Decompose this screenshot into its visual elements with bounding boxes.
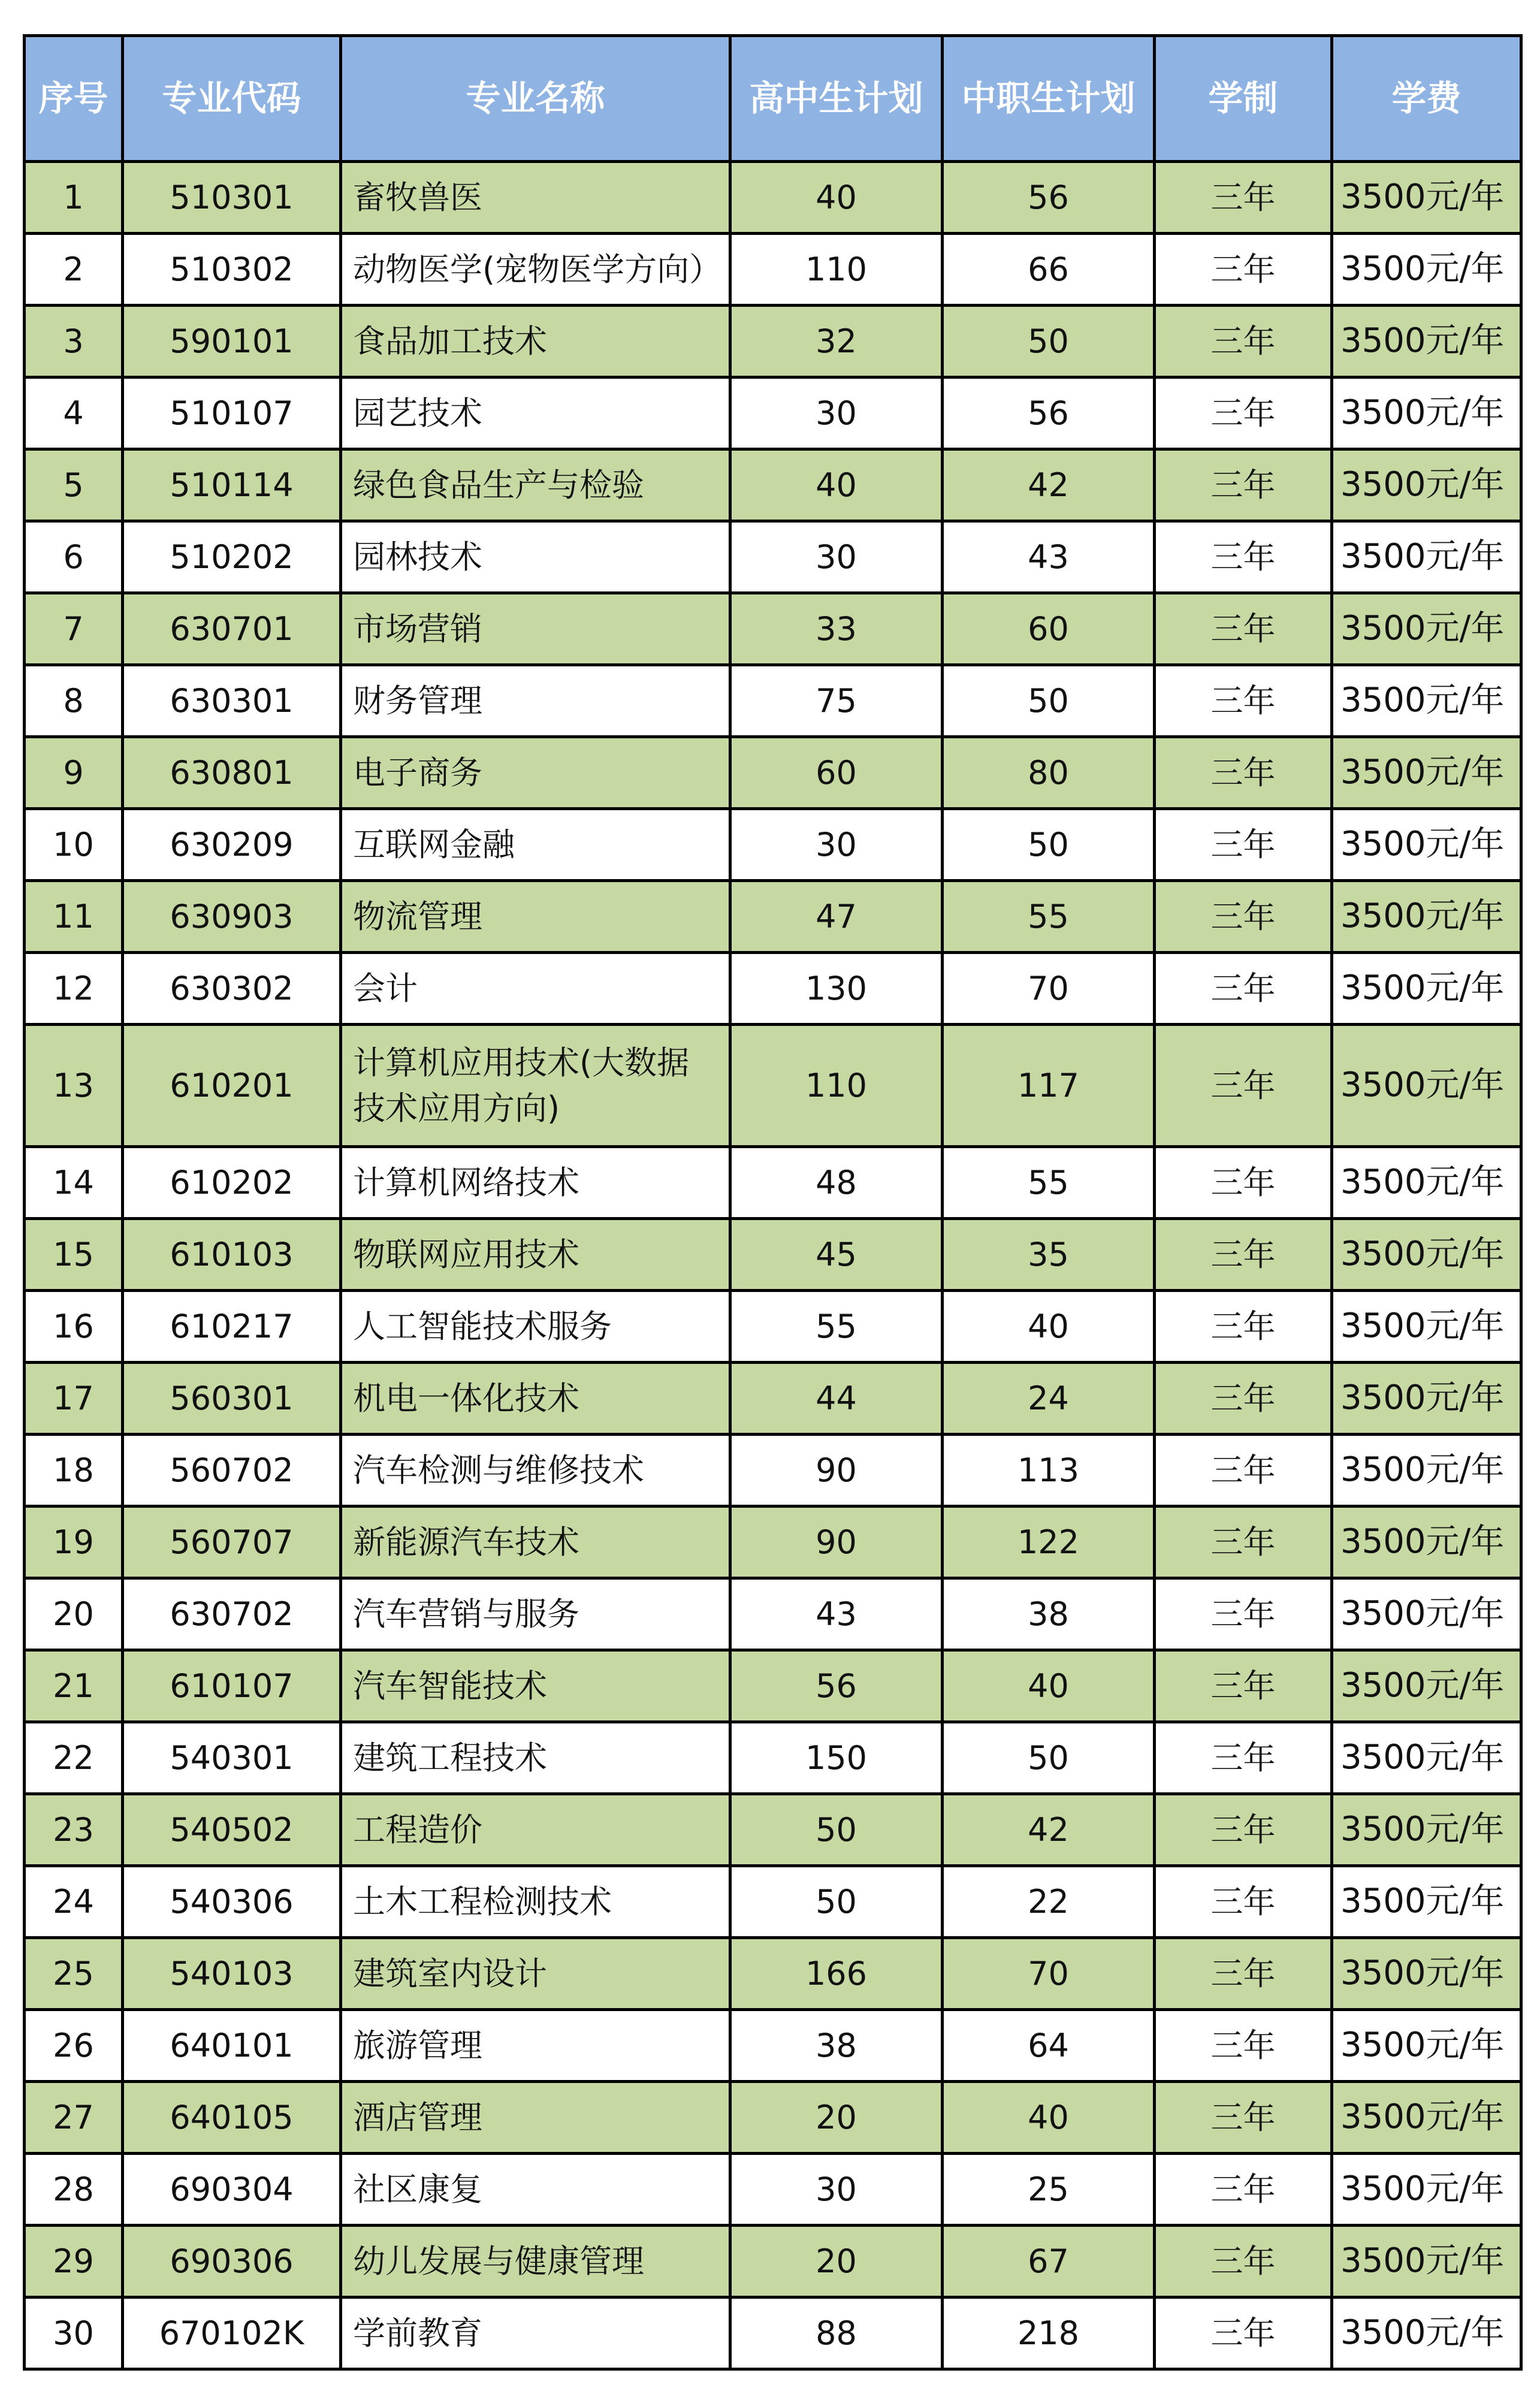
tuition-cell: 3500元/年	[1332, 953, 1521, 1025]
table-row	[25, 234, 1521, 306]
table-row	[25, 1650, 1521, 1722]
tuition-cell: 3500元/年	[1332, 306, 1521, 378]
table-row	[25, 1025, 1521, 1147]
highschool-plan-cell: 90	[730, 1507, 943, 1578]
highschool-plan-cell: 55	[730, 1291, 943, 1363]
header-tuition: 学费	[1332, 36, 1521, 162]
highschool-plan-cell: 60	[730, 737, 943, 809]
serial-no-cell: 20	[25, 1578, 123, 1650]
tuition-cell: 3500元/年	[1332, 2226, 1521, 2298]
highschool-plan-cell: 166	[730, 1938, 943, 2010]
duration-cell: 三年	[1155, 1938, 1332, 2010]
highschool-plan-cell: 50	[730, 1794, 943, 1866]
duration-cell: 三年	[1155, 1025, 1332, 1147]
serial-no-cell: 11	[25, 881, 123, 953]
major-code-cell: 630302	[123, 953, 341, 1025]
tuition-cell: 3500元/年	[1332, 1025, 1521, 1147]
highschool-plan-cell: 110	[730, 234, 943, 306]
serial-no-cell: 17	[25, 1363, 123, 1435]
duration-cell: 三年	[1155, 953, 1332, 1025]
major-code-cell: 630903	[123, 881, 341, 953]
highschool-plan-cell: 75	[730, 665, 943, 737]
major-code-cell: 610217	[123, 1291, 341, 1363]
highschool-plan-cell: 32	[730, 306, 943, 378]
major-code-cell: 640101	[123, 2010, 341, 2082]
table-row	[25, 162, 1521, 234]
header-highschool-plan: 高中生计划	[730, 36, 943, 162]
vocational-plan-cell: 40	[943, 2082, 1155, 2154]
major-name-cell: 食品加工技术	[341, 306, 730, 378]
highschool-plan-cell: 30	[730, 809, 943, 881]
table-row	[25, 1794, 1521, 1866]
vocational-plan-cell: 60	[943, 593, 1155, 665]
serial-no-cell: 5	[25, 449, 123, 521]
table-row	[25, 665, 1521, 737]
table-row	[25, 2226, 1521, 2298]
duration-cell: 三年	[1155, 1435, 1332, 1507]
vocational-plan-cell: 70	[943, 1938, 1155, 2010]
serial-no-cell: 16	[25, 1291, 123, 1363]
serial-no-cell: 4	[25, 378, 123, 449]
tuition-cell: 3500元/年	[1332, 665, 1521, 737]
vocational-plan-cell: 117	[943, 1025, 1155, 1147]
tuition-cell: 3500元/年	[1332, 162, 1521, 234]
highschool-plan-cell: 150	[730, 1722, 943, 1794]
table-row	[25, 1219, 1521, 1291]
vocational-plan-cell: 67	[943, 2226, 1155, 2298]
serial-no-cell: 22	[25, 1722, 123, 1794]
highschool-plan-cell: 43	[730, 1578, 943, 1650]
major-code-cell: 560702	[123, 1435, 341, 1507]
table-row	[25, 521, 1521, 593]
major-name-cell: 幼儿发展与健康管理	[341, 2226, 730, 2298]
header-major-name: 专业名称	[341, 36, 730, 162]
highschool-plan-cell: 56	[730, 1650, 943, 1722]
major-code-cell: 610107	[123, 1650, 341, 1722]
vocational-plan-cell: 35	[943, 1219, 1155, 1291]
major-code-cell: 540301	[123, 1722, 341, 1794]
major-name-cell: 汽车营销与服务	[341, 1578, 730, 1650]
enrollment-plan-table-container	[23, 34, 1520, 2371]
table-row	[25, 953, 1521, 1025]
table-row	[25, 593, 1521, 665]
duration-cell: 三年	[1155, 1363, 1332, 1435]
tuition-cell: 3500元/年	[1332, 737, 1521, 809]
duration-cell: 三年	[1155, 1507, 1332, 1578]
table-row	[25, 306, 1521, 378]
major-name-cell: 会计	[341, 953, 730, 1025]
vocational-plan-cell: 64	[943, 2010, 1155, 2082]
serial-no-cell: 27	[25, 2082, 123, 2154]
table-row	[25, 1578, 1521, 1650]
highschool-plan-cell: 130	[730, 953, 943, 1025]
major-name-cell: 建筑工程技术	[341, 1722, 730, 1794]
major-name-cell: 计算机网络技术	[341, 1147, 730, 1219]
header-serial-no: 序号	[25, 36, 123, 162]
duration-cell: 三年	[1155, 1291, 1332, 1363]
tuition-cell: 3500元/年	[1332, 593, 1521, 665]
major-code-cell: 540103	[123, 1938, 341, 2010]
major-name-cell: 建筑室内设计	[341, 1938, 730, 2010]
vocational-plan-cell: 25	[943, 2154, 1155, 2226]
table-row	[25, 1938, 1521, 2010]
vocational-plan-cell: 70	[943, 953, 1155, 1025]
major-name-cell: 绿色食品生产与检验	[341, 449, 730, 521]
tuition-cell: 3500元/年	[1332, 1578, 1521, 1650]
major-code-cell: 510302	[123, 234, 341, 306]
tuition-cell: 3500元/年	[1332, 449, 1521, 521]
duration-cell: 三年	[1155, 665, 1332, 737]
major-code-cell: 540502	[123, 1794, 341, 1866]
serial-no-cell: 19	[25, 1507, 123, 1578]
enrollment-plan-table	[23, 34, 1523, 2371]
duration-cell: 三年	[1155, 234, 1332, 306]
serial-no-cell: 7	[25, 593, 123, 665]
duration-cell: 三年	[1155, 737, 1332, 809]
major-code-cell: 690304	[123, 2154, 341, 2226]
table-row	[25, 881, 1521, 953]
vocational-plan-cell: 50	[943, 665, 1155, 737]
vocational-plan-cell: 50	[943, 1722, 1155, 1794]
highschool-plan-cell: 20	[730, 2082, 943, 2154]
table-row	[25, 1363, 1521, 1435]
tuition-cell: 3500元/年	[1332, 2010, 1521, 2082]
tuition-cell: 3500元/年	[1332, 1363, 1521, 1435]
serial-no-cell: 23	[25, 1794, 123, 1866]
highschool-plan-cell: 88	[730, 2298, 943, 2369]
major-code-cell: 610103	[123, 1219, 341, 1291]
highschool-plan-cell: 90	[730, 1435, 943, 1507]
highschool-plan-cell: 38	[730, 2010, 943, 2082]
duration-cell: 三年	[1155, 1147, 1332, 1219]
duration-cell: 三年	[1155, 162, 1332, 234]
vocational-plan-cell: 56	[943, 378, 1155, 449]
vocational-plan-cell: 55	[943, 881, 1155, 953]
highschool-plan-cell: 44	[730, 1363, 943, 1435]
serial-no-cell: 18	[25, 1435, 123, 1507]
table-body	[25, 162, 1521, 2369]
vocational-plan-cell: 218	[943, 2298, 1155, 2369]
vocational-plan-cell: 22	[943, 1866, 1155, 1938]
tuition-cell: 3500元/年	[1332, 809, 1521, 881]
header-major-code: 专业代码	[123, 36, 341, 162]
major-code-cell: 510107	[123, 378, 341, 449]
vocational-plan-cell: 40	[943, 1291, 1155, 1363]
vocational-plan-cell: 50	[943, 306, 1155, 378]
major-code-cell: 540306	[123, 1866, 341, 1938]
tuition-cell: 3500元/年	[1332, 2154, 1521, 2226]
tuition-cell: 3500元/年	[1332, 234, 1521, 306]
vocational-plan-cell: 24	[943, 1363, 1155, 1435]
major-name-cell: 电子商务	[341, 737, 730, 809]
table-row	[25, 1866, 1521, 1938]
serial-no-cell: 30	[25, 2298, 123, 2369]
highschool-plan-cell: 33	[730, 593, 943, 665]
serial-no-cell: 15	[25, 1219, 123, 1291]
table-row	[25, 1147, 1521, 1219]
major-name-cell: 园林技术	[341, 521, 730, 593]
tuition-cell: 3500元/年	[1332, 2298, 1521, 2369]
major-code-cell: 590101	[123, 306, 341, 378]
serial-no-cell: 10	[25, 809, 123, 881]
duration-cell: 三年	[1155, 809, 1332, 881]
highschool-plan-cell: 30	[730, 521, 943, 593]
tuition-cell: 3500元/年	[1332, 1147, 1521, 1219]
duration-cell: 三年	[1155, 1866, 1332, 1938]
major-code-cell: 690306	[123, 2226, 341, 2298]
highschool-plan-cell: 20	[730, 2226, 943, 2298]
tuition-cell: 3500元/年	[1332, 1219, 1521, 1291]
vocational-plan-cell: 55	[943, 1147, 1155, 1219]
serial-no-cell: 1	[25, 162, 123, 234]
vocational-plan-cell: 50	[943, 809, 1155, 881]
major-name-cell: 土木工程检测技术	[341, 1866, 730, 1938]
highschool-plan-cell: 40	[730, 449, 943, 521]
major-name-cell: 动物医学(宠物医学方向）	[341, 234, 730, 306]
highschool-plan-cell: 30	[730, 2154, 943, 2226]
tuition-cell: 3500元/年	[1332, 1722, 1521, 1794]
vocational-plan-cell: 80	[943, 737, 1155, 809]
duration-cell: 三年	[1155, 2154, 1332, 2226]
tuition-cell: 3500元/年	[1332, 1866, 1521, 1938]
highschool-plan-cell: 40	[730, 162, 943, 234]
vocational-plan-cell: 56	[943, 162, 1155, 234]
duration-cell: 三年	[1155, 1219, 1332, 1291]
major-name-cell: 社区康复	[341, 2154, 730, 2226]
table-row	[25, 2082, 1521, 2154]
major-code-cell: 510301	[123, 162, 341, 234]
major-code-cell: 510202	[123, 521, 341, 593]
table-row	[25, 449, 1521, 521]
table-row	[25, 1435, 1521, 1507]
highschool-plan-cell: 45	[730, 1219, 943, 1291]
major-name-cell: 互联网金融	[341, 809, 730, 881]
duration-cell: 三年	[1155, 1722, 1332, 1794]
vocational-plan-cell: 38	[943, 1578, 1155, 1650]
major-code-cell: 630701	[123, 593, 341, 665]
serial-no-cell: 8	[25, 665, 123, 737]
major-name-cell: 机电一体化技术	[341, 1363, 730, 1435]
major-name-cell: 酒店管理	[341, 2082, 730, 2154]
tuition-cell: 3500元/年	[1332, 881, 1521, 953]
serial-no-cell: 25	[25, 1938, 123, 2010]
tuition-cell: 3500元/年	[1332, 1794, 1521, 1866]
major-name-cell: 人工智能技术服务	[341, 1291, 730, 1363]
tuition-cell: 3500元/年	[1332, 1650, 1521, 1722]
table-row	[25, 1291, 1521, 1363]
duration-cell: 三年	[1155, 1650, 1332, 1722]
major-code-cell: 610202	[123, 1147, 341, 1219]
major-code-cell: 640105	[123, 2082, 341, 2154]
major-code-cell: 670102K	[123, 2298, 341, 2369]
serial-no-cell: 6	[25, 521, 123, 593]
header-duration: 学制	[1155, 36, 1332, 162]
major-code-cell: 630301	[123, 665, 341, 737]
major-code-cell: 610201	[123, 1025, 341, 1147]
major-code-cell: 560301	[123, 1363, 341, 1435]
serial-no-cell: 3	[25, 306, 123, 378]
duration-cell: 三年	[1155, 2298, 1332, 2369]
tuition-cell: 3500元/年	[1332, 378, 1521, 449]
highschool-plan-cell: 50	[730, 1866, 943, 1938]
table-row	[25, 809, 1521, 881]
table-row	[25, 2154, 1521, 2226]
vocational-plan-cell: 42	[943, 449, 1155, 521]
duration-cell: 三年	[1155, 1578, 1332, 1650]
major-code-cell: 630702	[123, 1578, 341, 1650]
tuition-cell: 3500元/年	[1332, 521, 1521, 593]
duration-cell: 三年	[1155, 2226, 1332, 2298]
major-name-cell: 学前教育	[341, 2298, 730, 2369]
major-name-cell: 市场营销	[341, 593, 730, 665]
table-row	[25, 1507, 1521, 1578]
major-name-cell: 旅游管理	[341, 2010, 730, 2082]
vocational-plan-cell: 42	[943, 1794, 1155, 1866]
serial-no-cell: 14	[25, 1147, 123, 1219]
duration-cell: 三年	[1155, 2010, 1332, 2082]
highschool-plan-cell: 110	[730, 1025, 943, 1147]
major-name-cell: 汽车检测与维修技术	[341, 1435, 730, 1507]
serial-no-cell: 26	[25, 2010, 123, 2082]
table-row	[25, 2010, 1521, 2082]
header-vocational-plan: 中职生计划	[943, 36, 1155, 162]
major-name-cell: 物联网应用技术	[341, 1219, 730, 1291]
major-name-cell: 汽车智能技术	[341, 1650, 730, 1722]
table-row	[25, 1722, 1521, 1794]
duration-cell: 三年	[1155, 593, 1332, 665]
major-name-cell: 计算机应用技术(大数据技术应用方向)	[341, 1025, 730, 1147]
tuition-cell: 3500元/年	[1332, 1291, 1521, 1363]
serial-no-cell: 24	[25, 1866, 123, 1938]
vocational-plan-cell: 43	[943, 521, 1155, 593]
highschool-plan-cell: 47	[730, 881, 943, 953]
vocational-plan-cell: 113	[943, 1435, 1155, 1507]
duration-cell: 三年	[1155, 449, 1332, 521]
table-row	[25, 378, 1521, 449]
highschool-plan-cell: 30	[730, 378, 943, 449]
serial-no-cell: 29	[25, 2226, 123, 2298]
serial-no-cell: 9	[25, 737, 123, 809]
table-row	[25, 2298, 1521, 2369]
highschool-plan-cell: 48	[730, 1147, 943, 1219]
major-code-cell: 510114	[123, 449, 341, 521]
tuition-cell: 3500元/年	[1332, 1435, 1521, 1507]
duration-cell: 三年	[1155, 2082, 1332, 2154]
major-name-cell: 园艺技术	[341, 378, 730, 449]
tuition-cell: 3500元/年	[1332, 1507, 1521, 1578]
table-row	[25, 737, 1521, 809]
major-code-cell: 630801	[123, 737, 341, 809]
table-header-row	[25, 36, 1521, 162]
major-name-cell: 工程造价	[341, 1794, 730, 1866]
major-code-cell: 630209	[123, 809, 341, 881]
serial-no-cell: 21	[25, 1650, 123, 1722]
major-name-cell: 财务管理	[341, 665, 730, 737]
serial-no-cell: 12	[25, 953, 123, 1025]
major-code-cell: 560707	[123, 1507, 341, 1578]
tuition-cell: 3500元/年	[1332, 2082, 1521, 2154]
duration-cell: 三年	[1155, 306, 1332, 378]
major-name-cell: 物流管理	[341, 881, 730, 953]
duration-cell: 三年	[1155, 521, 1332, 593]
serial-no-cell: 13	[25, 1025, 123, 1147]
major-name-cell: 新能源汽车技术	[341, 1507, 730, 1578]
major-name-cell: 畜牧兽医	[341, 162, 730, 234]
vocational-plan-cell: 122	[943, 1507, 1155, 1578]
vocational-plan-cell: 66	[943, 234, 1155, 306]
tuition-cell: 3500元/年	[1332, 1938, 1521, 2010]
duration-cell: 三年	[1155, 1794, 1332, 1866]
vocational-plan-cell: 40	[943, 1650, 1155, 1722]
duration-cell: 三年	[1155, 881, 1332, 953]
duration-cell: 三年	[1155, 378, 1332, 449]
serial-no-cell: 28	[25, 2154, 123, 2226]
serial-no-cell: 2	[25, 234, 123, 306]
